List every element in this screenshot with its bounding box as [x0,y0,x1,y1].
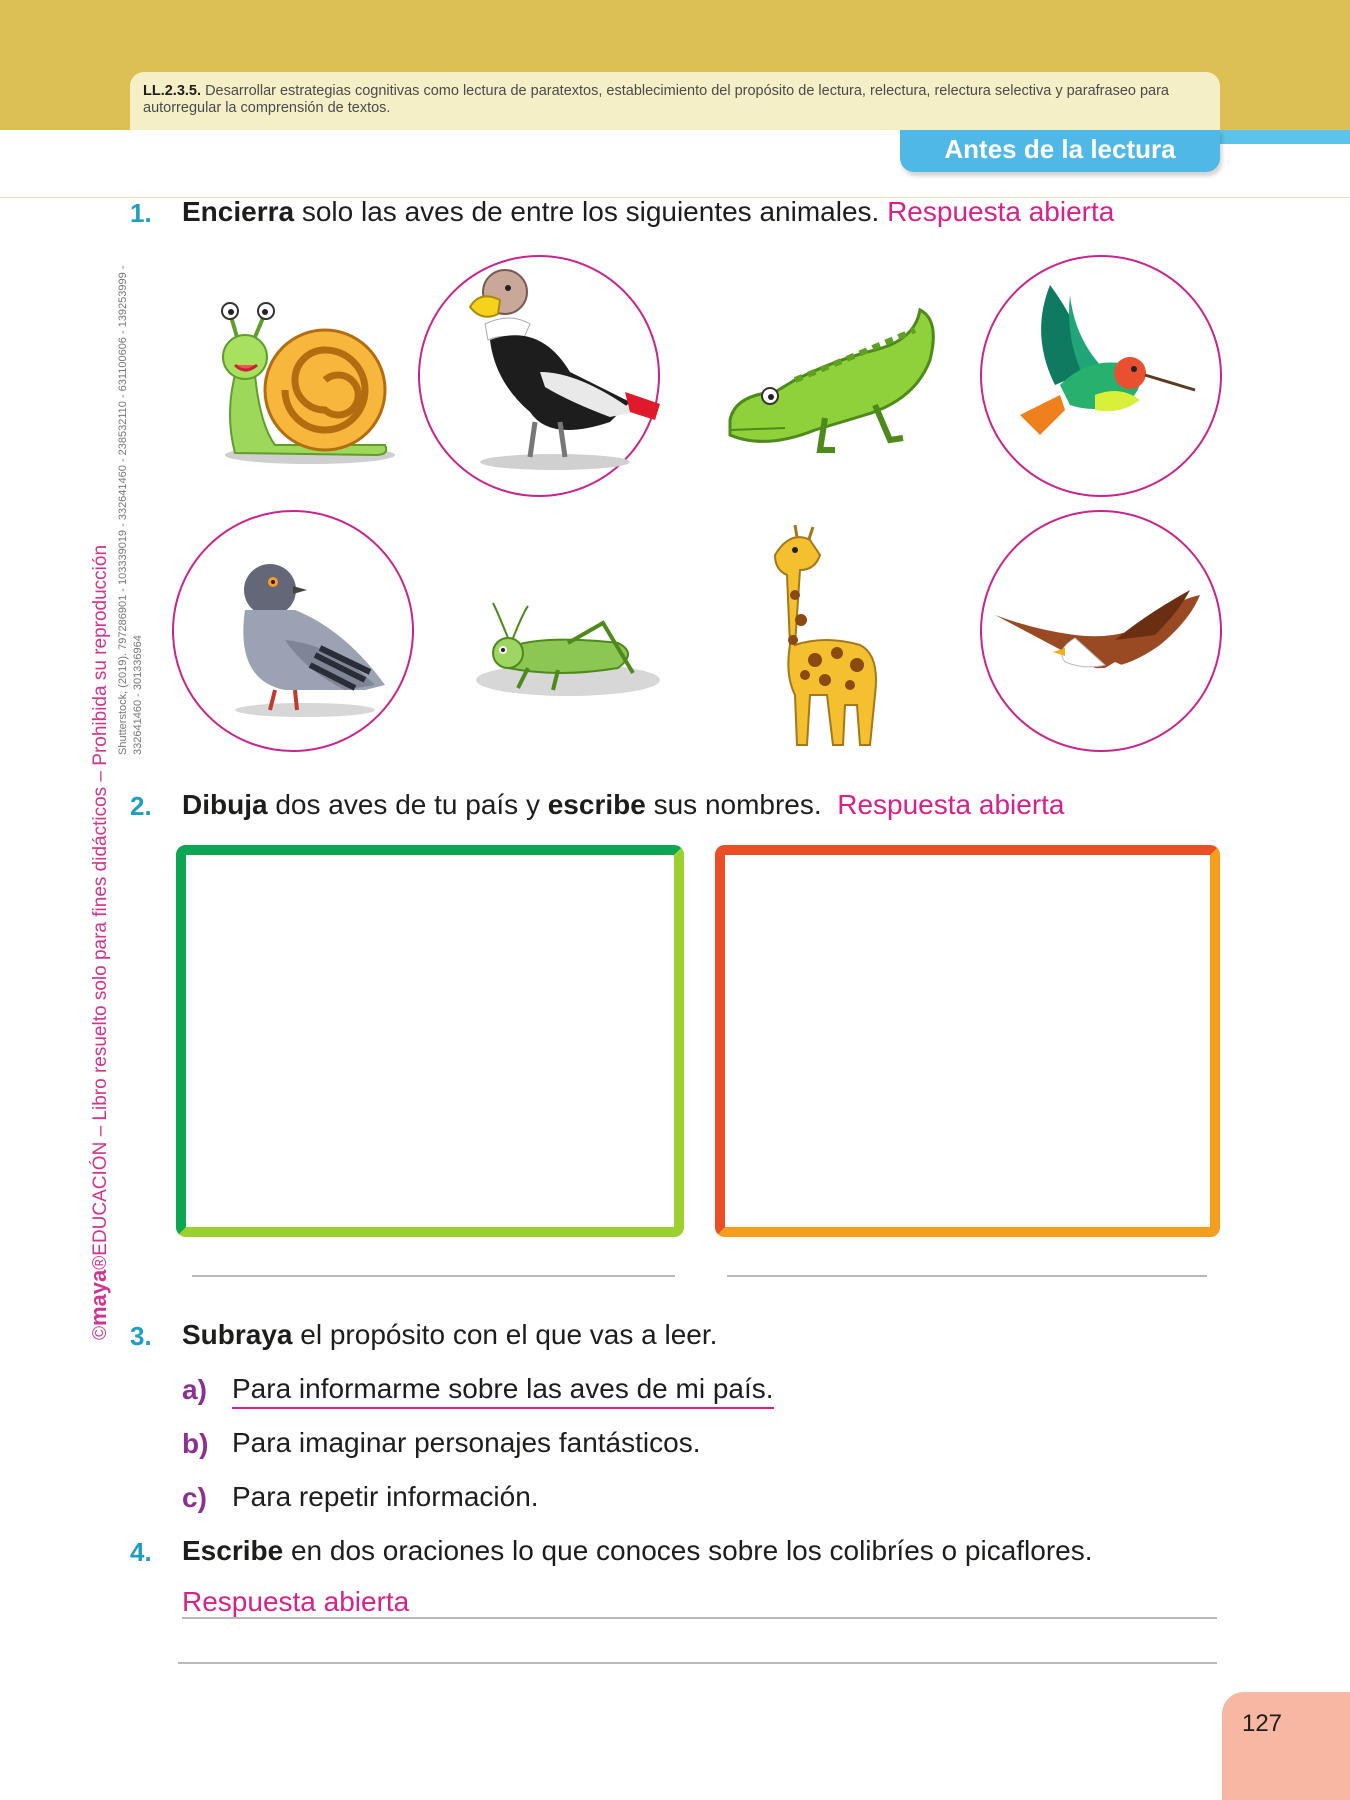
side-credit [86,545,112,1340]
q3-option-a-text[interactable]: Para informarme sobre las aves de mi país. [232,1373,774,1409]
q2-text-mid: dos aves de tu país y [267,789,548,820]
q1-prompt [182,196,1114,228]
hummingbird-image [1010,285,1200,455]
drawing-frame-2[interactable] [715,845,1220,1237]
q3-option-b-letter: b) [182,1428,209,1459]
copyright-symbol: © [90,1326,111,1340]
q3-text: el propósito con el que vas a leer. [292,1319,718,1350]
q3-option-c-text[interactable]: Para repetir información. [232,1481,539,1512]
skill-text: Desarrollar estrategias cognitivas como lectura de paratextos, establecimiento del propósito de lectura, relectura, relectura selectiva y parafraseo para autorregular la comprensión de textos. [143,83,1169,116]
q2-verb-draw: Dibuja [182,789,268,820]
q1-text: solo las aves de entre los siguientes animales. [294,196,880,227]
page-number-tab [1222,1692,1350,1800]
grasshopper-image [468,598,663,698]
skill-code: LL.2.3.5. [143,83,202,99]
q1-answer: Respuesta abierta [887,196,1115,227]
q1-number: 1. [130,198,152,228]
q4-verb: Escribe [182,1535,284,1566]
q3-prompt [182,1319,717,1351]
q3-option-b-text[interactable]: Para imaginar personajes fantásticos. [232,1427,701,1458]
bird-name-line-1[interactable] [192,1275,675,1277]
crocodile-image [725,300,947,460]
q2-answer: Respuesta abierta [837,789,1065,820]
q2-verb-write: escribe [547,789,646,820]
answer-line-1[interactable] [182,1617,1217,1619]
side-credit-text: EDUCACIÓN – Libro resuelto solo para fines didácticos – Prohibida su reproducción [90,544,111,1256]
pigeon-image [225,560,390,720]
brand-logo-text: maya [86,1269,111,1326]
q3-verb: Subraya [182,1319,293,1350]
snail-image [205,295,405,470]
skill-description [143,83,1213,117]
drawing-frame-1[interactable] [176,845,684,1237]
q4-number: 4. [130,1537,152,1567]
q4-answer: Respuesta abierta [182,1586,410,1617]
q3-option-c-letter: c) [182,1482,207,1513]
q1-verb: Encierra [182,196,295,227]
q3-option-a-letter: a) [182,1374,207,1405]
page-number: 127 [1241,1710,1283,1737]
registered-symbol: ® [90,1255,111,1270]
eagle-image [995,590,1205,685]
giraffe-image [765,525,895,753]
q2-prompt [182,789,1065,821]
q4-text: en dos oraciones lo que conoces sobre los colibríes o picaflores. [283,1535,1093,1566]
q3-number: 3. [130,1321,152,1351]
q2-text-end: sus nombres. [645,789,822,820]
stock-credit: Shutterstock, (2019). 797286901 - 103339019 - 332641460 - 238532110 - 631100606 - 139253999 - 332641460 - 301336964 [117,265,144,755]
q2-number: 2. [130,791,152,821]
condor-image [460,262,685,477]
answer-line-2[interactable] [178,1662,1217,1664]
q4-prompt [182,1535,1093,1567]
section-tab-label: Antes de la lectura [944,134,1176,164]
bird-name-line-2[interactable] [727,1275,1207,1277]
